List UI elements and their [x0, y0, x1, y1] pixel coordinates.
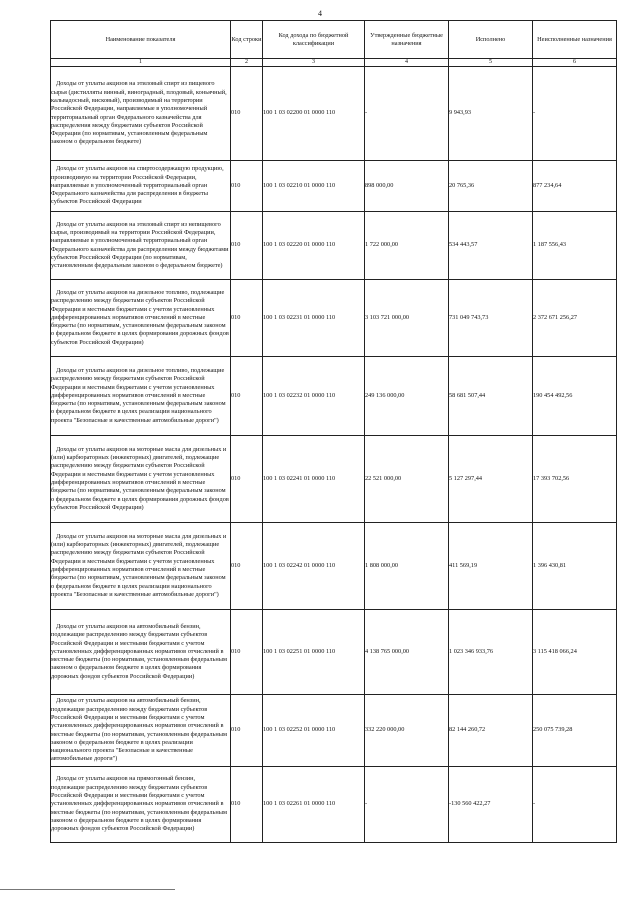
table-row	[51, 357, 617, 436]
row-approved: 249 136 000,00	[365, 357, 449, 436]
table-row	[51, 523, 617, 610]
row-executed: 411 569,19	[449, 523, 533, 610]
row-name: Доходы от уплаты акцизов на автомобильный бензин, подлежащие распределению между бюджетами субъектов Российской Федерации и местными бюджетами с учетом установленных дифференцированных нормативов отчислений в местные бюджеты (по нормативам, установленным федеральным законом о федеральном бюджете в целях формирования дорожных фондов субъектов Российской Федерации)	[51, 610, 231, 695]
header-unexecuted: Неисполненные назначения	[533, 21, 617, 59]
table-row	[51, 67, 617, 161]
table-row	[51, 161, 617, 212]
row-name: Доходы от уплаты акцизов на спиртосодержащую продукцию, производимую на территории Российской Федерации, направляемые в уполномоченный территориальный орган Федерального казначейства для распределения в бюджеты субъектов Российской Федерации	[51, 161, 231, 212]
row-name: Доходы от уплаты акцизов на этиловый спирт из непищевого сырья, производимый на территории Российской Федерации, направляемые в уполномоченный территориальный орган Федерального казначейства для распределения между бюджетами субъектов Российской Федерации (по нормативам, установленным федеральным законом о федеральном бюджете)	[51, 212, 231, 280]
table-row	[51, 767, 617, 843]
row-approved: 22 521 000,00	[365, 436, 449, 523]
header-executed: Исполнено	[449, 21, 533, 59]
row-line-code: 010	[231, 695, 263, 767]
row-name: Доходы от уплаты акцизов на дизельное топливо, подлежащие распределению между бюджетами субъектов Российской Федерации и местными бюджетами с учетом установленных дифференцированных нормативов отчислений в местные бюджеты (по нормативам, установленным федеральным законом о федеральном бюджете в целях формирования дорожных фондов субъектов Российской Федерации)	[51, 280, 231, 357]
row-name: Доходы от уплаты акцизов на дизельное топливо, подлежащие распределению между бюджетами субъектов Российской Федерации и местными бюджетами с учетом установленных дифференцированных нормативов отчислений в местные бюджеты (по нормативам, установленным федеральным законом о федеральном бюджете в целях реализации национального проекта "Безопасные и качественные автомобильные дороги")	[51, 357, 231, 436]
row-executed: 20 765,36	[449, 161, 533, 212]
row-executed: 82 144 260,72	[449, 695, 533, 767]
row-executed: 5 127 297,44	[449, 436, 533, 523]
row-budget-code: 100 1 03 02261 01 0000 110	[263, 767, 365, 843]
row-line-code: 010	[231, 161, 263, 212]
row-approved: 898 000,00	[365, 161, 449, 212]
row-unexecuted: 2 372 671 256,27	[533, 280, 617, 357]
row-executed: 534 443,57	[449, 212, 533, 280]
row-approved: 1 722 000,00	[365, 212, 449, 280]
header-line-code: Код строки	[231, 21, 263, 59]
row-budget-code: 100 1 03 02220 01 0000 110	[263, 212, 365, 280]
column-number: 4	[365, 59, 449, 67]
table-row	[51, 695, 617, 767]
row-executed: -130 560 422,27	[449, 767, 533, 843]
row-budget-code: 100 1 03 02242 01 0000 110	[263, 523, 365, 610]
row-unexecuted: -	[533, 767, 617, 843]
row-unexecuted: 250 075 739,28	[533, 695, 617, 767]
row-unexecuted: 190 454 492,56	[533, 357, 617, 436]
row-line-code: 010	[231, 280, 263, 357]
row-approved: 3 103 721 000,00	[365, 280, 449, 357]
row-budget-code: 100 1 03 02241 01 0000 110	[263, 436, 365, 523]
row-line-code: 010	[231, 767, 263, 843]
row-line-code: 010	[231, 357, 263, 436]
column-number: 6	[533, 59, 617, 67]
column-number: 1	[51, 59, 231, 67]
row-executed: 731 049 743,73	[449, 280, 533, 357]
row-line-code: 010	[231, 67, 263, 161]
header-budget-code: Код дохода по бюджетной классификации	[263, 21, 365, 59]
row-name: Доходы от уплаты акцизов на прямогонный бензин, подлежащие распределению между бюджетами субъектов Российской Федерации и местными бюджетами с учетом установленных дифференцированных нормативов отчислений в местные бюджеты (по нормативам, установленным федеральным законом о федеральном бюджете в целях формирования дорожных фондов субъектов Российской Федерации)	[51, 767, 231, 843]
row-budget-code: 100 1 03 02252 01 0000 110	[263, 695, 365, 767]
row-unexecuted: 1 396 430,81	[533, 523, 617, 610]
row-name: Доходы от уплаты акцизов на этиловый спирт из пищевого сырья (дистилляты винный, виноградный, плодовый, коньячный, кальвадосный, висковый), производимый на территории Российской Федерации, направляемые в уполномоченный территориальный орган Федерального казначейства для распределения между бюджетами субъектов Российской Федерации (по нормативам, установленным федеральным законом о федеральном бюджете)	[51, 67, 231, 161]
row-name: Доходы от уплаты акцизов на моторные масла для дизельных и (или) карбюраторных (инжекторных) двигателей, подлежащие распределению между бюджетами субъектов Российской Федерации и местными бюджетами с учетом установленных дифференцированных нормативов отчислений в местные бюджеты (по нормативам, установленным федеральным законом о федеральном бюджете в целях реализации национального проекта "Безопасные и качественные автомобильные дороги")	[51, 523, 231, 610]
row-budget-code: 100 1 03 02231 01 0000 110	[263, 280, 365, 357]
row-budget-code: 100 1 03 02232 01 0000 110	[263, 357, 365, 436]
row-executed: 58 681 507,44	[449, 357, 533, 436]
page-number: 4	[318, 9, 322, 18]
table-row	[51, 610, 617, 695]
row-unexecuted: -	[533, 67, 617, 161]
row-line-code: 010	[231, 610, 263, 695]
row-approved: 332 220 000,00	[365, 695, 449, 767]
row-approved: 4 138 765 000,00	[365, 610, 449, 695]
table-row	[51, 436, 617, 523]
row-budget-code: 100 1 03 02210 01 0000 110	[263, 161, 365, 212]
row-executed: 1 023 346 933,76	[449, 610, 533, 695]
header-row	[51, 21, 617, 59]
header-name: Наименование показателя	[51, 21, 231, 59]
row-line-code: 010	[231, 523, 263, 610]
row-line-code: 010	[231, 212, 263, 280]
column-number: 3	[263, 59, 365, 67]
revenue-table	[50, 20, 617, 843]
row-budget-code: 100 1 03 02251 01 0000 110	[263, 610, 365, 695]
table-row	[51, 212, 617, 280]
row-unexecuted: 877 234,64	[533, 161, 617, 212]
table-row	[51, 280, 617, 357]
row-budget-code: 100 1 03 02200 01 0000 110	[263, 67, 365, 161]
row-executed: 9 943,93	[449, 67, 533, 161]
footer-divider	[0, 889, 175, 890]
row-approved: 1 808 000,00	[365, 523, 449, 610]
header-approved: Утвержденные бюджетные назначения	[365, 21, 449, 59]
row-name: Доходы от уплаты акцизов на автомобильный бензин, подлежащие распределению между бюджетами субъектов Российской Федерации и местными бюджетами с учетом установленных дифференцированных нормативов отчислений в местные бюджеты (по нормативам, установленным федеральным законом о федеральном бюджете в целях реализации национального проекта "Безопасные и качественные автомобильные дороги")	[51, 695, 231, 767]
row-line-code: 010	[231, 436, 263, 523]
row-approved: -	[365, 67, 449, 161]
row-approved: -	[365, 767, 449, 843]
column-number: 2	[231, 59, 263, 67]
row-unexecuted: 3 115 418 066,24	[533, 610, 617, 695]
row-unexecuted: 17 393 702,56	[533, 436, 617, 523]
row-name: Доходы от уплаты акцизов на моторные масла для дизельных и (или) карбюраторных (инжекторных) двигателей, подлежащие распределению между бюджетами субъектов Российской Федерации и местными бюджетами с учетом установленных дифференцированных нормативов отчислений в местные бюджеты (по нормативам, установленным федеральным законом о федеральном бюджете в целях формирования дорожных фондов субъектов Российской Федерации)	[51, 436, 231, 523]
column-number: 5	[449, 59, 533, 67]
column-number-row	[51, 59, 617, 67]
row-unexecuted: 1 187 556,43	[533, 212, 617, 280]
